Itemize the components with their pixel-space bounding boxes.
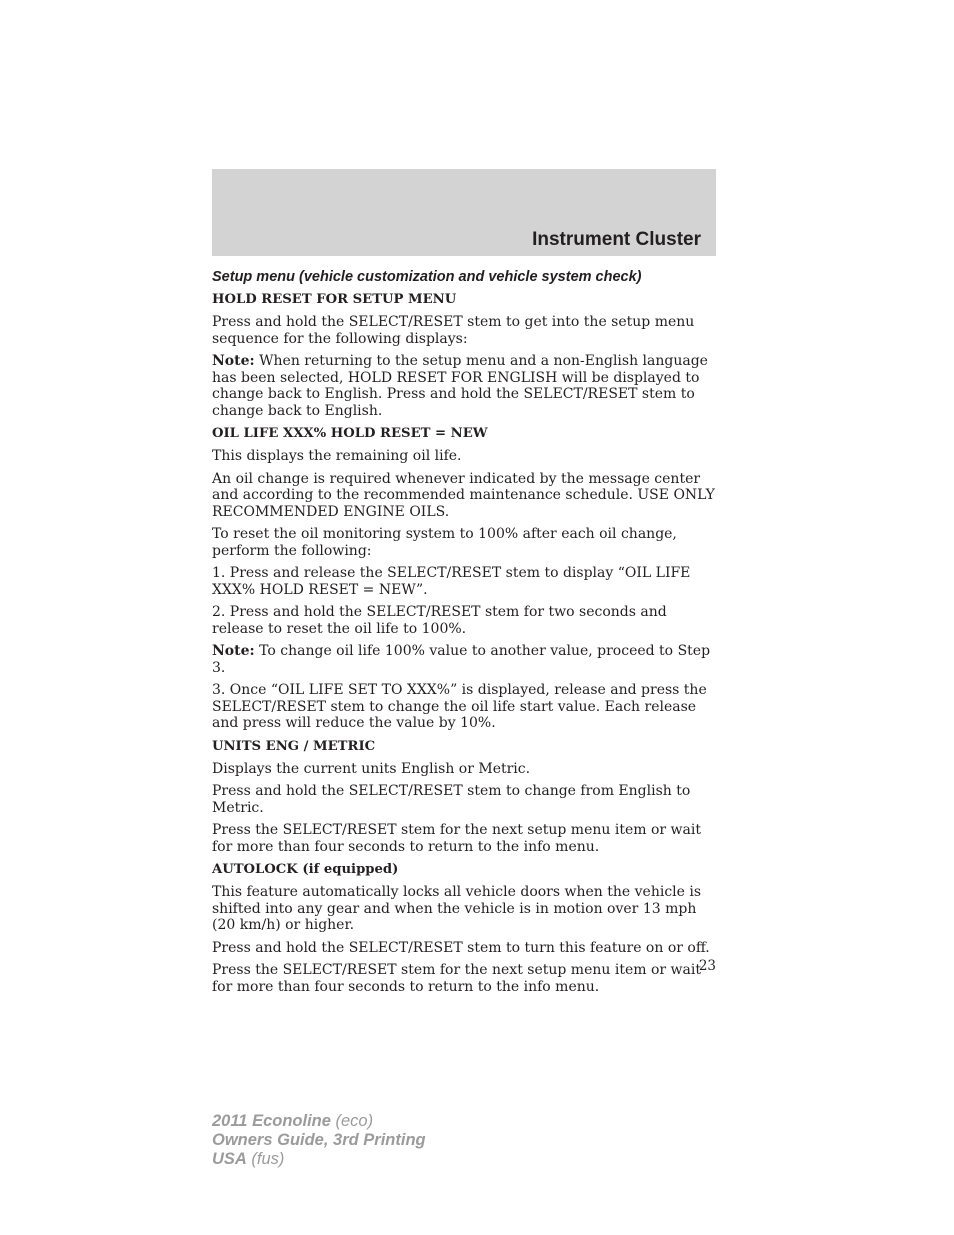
paragraph: Press and hold the SELECT/RESET stem to turn this feature on or off.	[212, 939, 710, 956]
paragraph: To reset the oil monitoring system to 100% after each oil change, perform the following:	[212, 526, 677, 559]
paragraph: An oil change is required whenever indicated by the message center and according to the recommended maintenance schedule. USE ONLY RECOMMENDED ENGINE OILS.	[212, 470, 715, 520]
paragraph: This feature automatically locks all vehicle doors when the vehicle is shifted into any gear and when the vehicle is in motion over 13 mph (20 km/h) or higher.	[212, 884, 702, 933]
step-1: 1. Press and release the SELECT/RESET stem to display “OIL LIFE XXX% HOLD RESET = NEW”.	[212, 565, 691, 598]
step-2: 2. Press and hold the SELECT/RESET stem for two seconds and release to reset the oil life to 100%.	[212, 604, 667, 637]
step-3: 3. Once “OIL LIFE SET TO XXX%” is displayed, release and press the SELECT/RESET stem to change the oil life start value. Each release and press will reduce the value by 10%.	[212, 682, 707, 731]
note-text: When returning to the setup menu and a non-English language has been selected, HOLD RESET FOR ENGLISH will be displayed to change back to English. Press and hold the SELECT/RESET stem to change back to English.	[212, 353, 708, 419]
footer-line-3	[212, 1150, 426, 1169]
footer-model: 2011 Econoline	[212, 1112, 331, 1130]
paragraph: This displays the remaining oil life.	[212, 448, 462, 464]
heading-autolock: AUTOLOCK (if equipped)	[212, 862, 399, 877]
footer-market: USA	[212, 1150, 247, 1168]
note-paragraph	[212, 353, 716, 419]
note-label: Note:	[212, 643, 255, 659]
header-band	[212, 169, 716, 256]
heading-hold-reset: HOLD RESET FOR SETUP MENU	[212, 292, 457, 307]
footer	[212, 1112, 426, 1169]
heading-units: UNITS ENG / METRIC	[212, 738, 376, 754]
paragraph: Press and hold the SELECT/RESET stem to get into the setup menu sequence for the following displays:	[212, 314, 695, 347]
note-label: Note:	[212, 353, 255, 369]
page-content	[212, 267, 716, 1001]
heading-oil-life: OIL LIFE XXX% HOLD RESET = NEW	[212, 426, 488, 441]
note-text: To change oil life 100% value to another value, proceed to Step 3.	[212, 643, 711, 676]
footer-model-code: (eco)	[330, 1112, 374, 1130]
paragraph: Press the SELECT/RESET stem for the next setup menu item or wait for more than four seconds to return to the info menu.	[212, 822, 701, 855]
footer-line-2	[212, 1131, 426, 1150]
section-title: Instrument Cluster	[532, 229, 701, 250]
page-number: 23	[698, 958, 716, 974]
paragraph: Press and hold the SELECT/RESET stem to change from English to Metric.	[212, 783, 691, 816]
subsection-title: Setup menu (vehicle customization and vehicle system check)	[212, 269, 642, 285]
footer-market-code: (fus)	[246, 1150, 285, 1168]
paragraph: Displays the current units English or Metric.	[212, 760, 531, 777]
note-paragraph	[212, 643, 716, 676]
footer-edition: Owners Guide, 3rd Printing	[212, 1131, 426, 1149]
footer-line-1	[212, 1112, 426, 1131]
paragraph: Press the SELECT/RESET stem for the next setup menu item or wait for more than four seconds to return to the info menu.	[212, 962, 701, 995]
